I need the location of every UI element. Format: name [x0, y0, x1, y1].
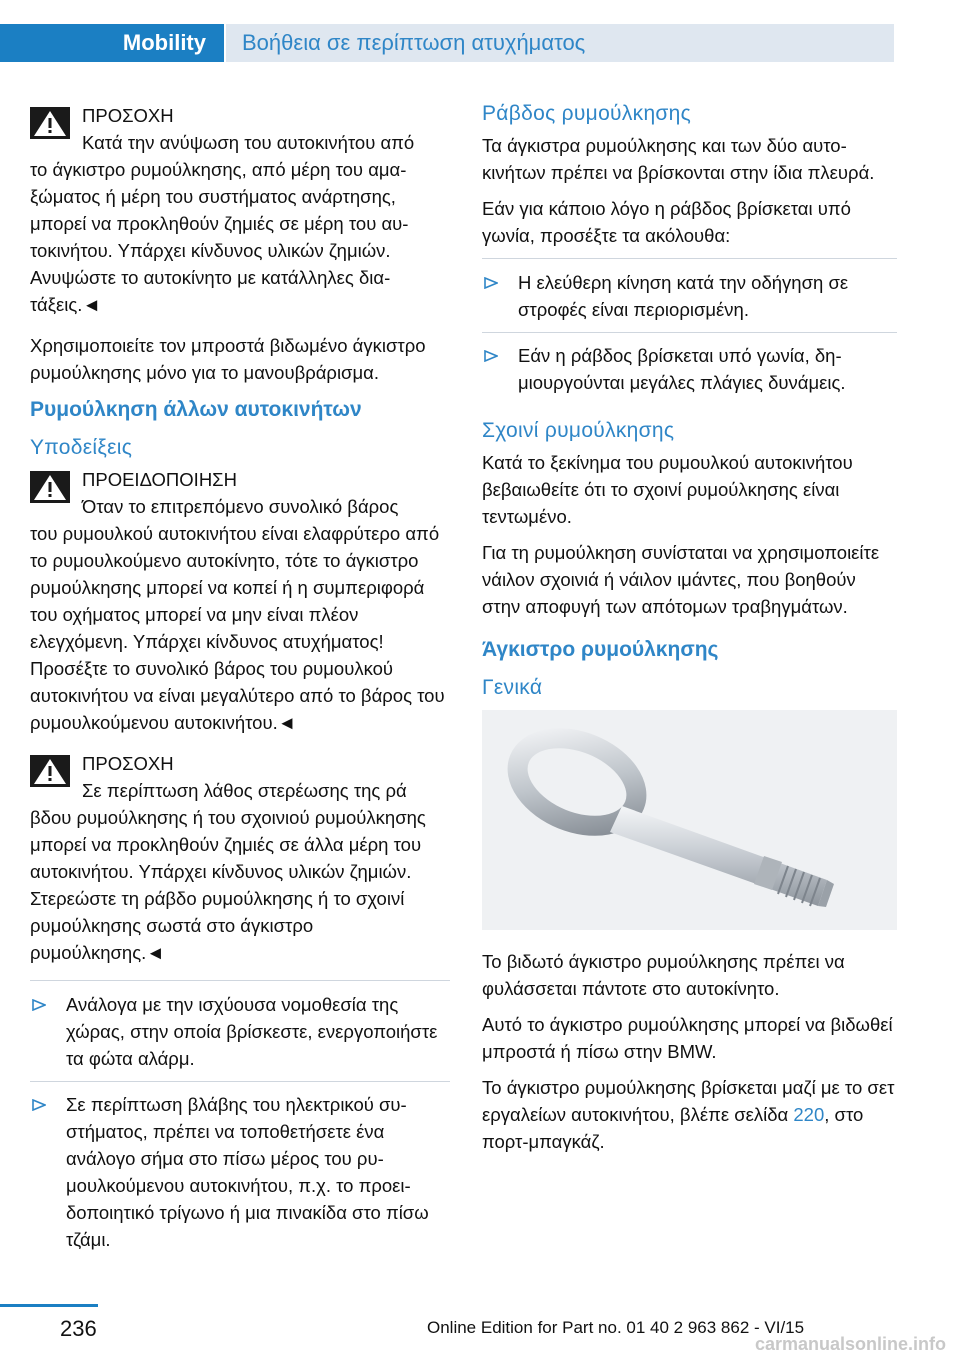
header: [0, 0, 960, 70]
caution-text: το άγκιστρο ρυμούλκησης, από μέρη του αμαξώματος ή μέρη του συστήματος ανάρτησης, μπορεί να προκληθούν ζημιές σε μέρη του αυτοκινήτου. Υπάρχει κίνδυνος υλικών ζημιών. Ανυψώστε το αυτοκίνητο με κατάλληλες διατάξεις.◄: [30, 159, 409, 315]
page-link-220[interactable]: 220: [793, 1104, 825, 1125]
heading-tow-rod: Ράβδος ρυμούλκησης: [482, 102, 692, 125]
front-hook-note: Χρησιμοποιείτε τον μπροστά βιδωμένο άγκιστρο ρυμούλκησης μόνο για το μανουβράρισμα.: [30, 335, 426, 383]
list-item: Ανάλογα με την ισχύουσα νομοθεσία της χώρας, στην οποία βρίσκεστε, ενεργοποιήστε τα φώτα αλάρμ.: [30, 991, 450, 1082]
heading-notes: Υποδείξεις: [30, 436, 133, 459]
caution-text: βδου ρυμούλκησης ή του σχοινιού ρυμούλκησης μπορεί να προκληθούν ζημιές σε άλλα μέρη του αυτοκινήτου. Υπάρχει κίνδυνος υλικών ζημιών. Στερεώστε τη ράβδο ρυμούλκησης ή το σχοινί ρυμούλκησης σωστά στο άγκιστρο ρυμούλκησης.◄: [30, 807, 426, 963]
tab-mobility[interactable]: Mobility: [0, 24, 224, 62]
tow-rod-text-1: Τα άγκιστρα ρυμούλκησης και των δύο αυτοκινήτων πρέπει να βρίσκονται στην ίδια πλευρά.: [482, 135, 875, 183]
left-column: [30, 100, 450, 1274]
tow-hook-illustration: [482, 710, 897, 930]
caution-first-line: Σε περίπτωση λάθος στερέωσης της ρά: [82, 780, 407, 801]
edition-info: Online Edition for Part no. 01 40 2 963 862 - VI/15: [427, 1318, 805, 1337]
heading-tow-rope: Σχοινί ρυμούλκησης: [482, 419, 675, 442]
tow-rope-text-2: Για τη ρυμούλκηση συνίσταται να χρησιμοποιείτε νάιλον σχοινιά ή νάιλον ιμάντες, που βοηθούν στην αποφυγή των απότομων τραβηγμάτων.: [482, 542, 880, 617]
watermark: carmanualsonline.info: [754, 1334, 946, 1354]
tow-rod-bullet-list: [482, 258, 897, 405]
triangle-bullet-icon: [484, 277, 498, 289]
warning-triangle-icon: [30, 107, 70, 139]
list-item: Η ελεύθερη κίνηση κατά την οδήγηση σε στροφές είναι περιορισμένη.: [482, 269, 897, 333]
caution-block-fastening: [30, 750, 450, 966]
tow-rod-text-2: Εάν για κάποιο λόγο η ράβδος βρίσκεται υπό γωνία, προσέξτε τα ακόλουθα:: [482, 198, 851, 246]
tow-hook-figure: [482, 710, 897, 930]
hook-text-3: Το άγκιστρο ρυμούλκησης βρίσκεται μαζί με το σετ εργαλείων αυτοκινήτου, βλέπε σελίδα 220, στο πορτ-μπαγκάζ.: [482, 1077, 895, 1152]
caution-block-lifting: [30, 102, 450, 318]
triangle-bullet-icon: [32, 999, 46, 1011]
hook-text-1: Το βιδωτό άγκιστρο ρυμούλκησης πρέπει να φυλάσσεται πάντοτε στο αυτοκίνητο.: [482, 951, 845, 999]
warning-text: του ρυμουλκού αυτοκινήτου είναι ελαφρύτερο από το ρυμουλκούμενο αυτοκίνητο, τότε το άγκιστρο ρυμούλκησης μπορεί να κοπεί ή η συμπεριφορά του οχήματος μπορεί να μην είναι πλέον ελεγχόμενη. Υπάρχει κίνδυνος ατυχήματος! Προσέξτε το συνολικό βάρος του ρυμουλκού αυτοκινήτου να είναι μεγαλύτερο από το βάρος του ρυμουλκούμενου αυτοκινήτου.◄: [30, 523, 445, 733]
page-number: 236: [60, 1316, 97, 1341]
caution-heading: ΠΡΟΣΟΧΗ: [82, 753, 174, 774]
warning-triangle-icon: [30, 471, 70, 503]
warning-first-line: Όταν το επιτρεπόμενο συνολικό βάρος: [82, 496, 399, 517]
right-column: [482, 100, 897, 1164]
triangle-bullet-icon: [32, 1099, 46, 1111]
list-item: Σε περίπτωση βλάβης του ηλεκτρικού συστήματος, πρέπει να τοποθετήσετε ένα ανάλογο σήμα στο πίσω μέρος του ρυμουλκούμενου αυτοκινήτου, π.χ. το προειδοποιητικό τρίγωνο ή μια πινακίδα στο πίσω τζάμι.: [30, 1091, 450, 1262]
tow-rope-text-1: Κατά το ξεκίνημα του ρυμουλκού αυτοκινήτου βεβαιωθείτε ότι το σχοινί ρυμούλκησης είναι τεντωμένο.: [482, 452, 853, 527]
triangle-bullet-icon: [484, 350, 498, 362]
caution-first-line: Κατά την ανύψωση του αυτοκινήτου από: [82, 132, 415, 153]
caution-heading: ΠΡΟΣΟΧΗ: [82, 105, 174, 126]
warning-block-weight: [30, 466, 450, 736]
heading-general: Γενικά: [482, 676, 543, 699]
warning-heading: ΠΡΟΕΙΔΟΠΟΙΗΣΗ: [82, 469, 237, 490]
list-item: Εάν η ράβδος βρίσκεται υπό γωνία, δημιουργούνται μεγάλες πλάγιες δυνάμεις.: [482, 342, 897, 405]
footer-rule: [0, 1304, 98, 1307]
tab-accident-help[interactable]: Βοήθεια σε περίπτωση ατυχήματος: [226, 24, 894, 62]
warning-triangle-icon: [30, 755, 70, 787]
heading-tow-other-vehicles: Ρυμούλκηση άλλων αυτοκινήτων: [30, 398, 362, 421]
hook-text-2: Αυτό το άγκιστρο ρυμούλκησης μπορεί να βιδωθεί μπροστά ή πίσω στην BMW.: [482, 1014, 893, 1062]
heading-tow-hook: Άγκιστρο ρυμούλκησης: [482, 638, 719, 661]
towing-bullet-list: [30, 980, 450, 1262]
